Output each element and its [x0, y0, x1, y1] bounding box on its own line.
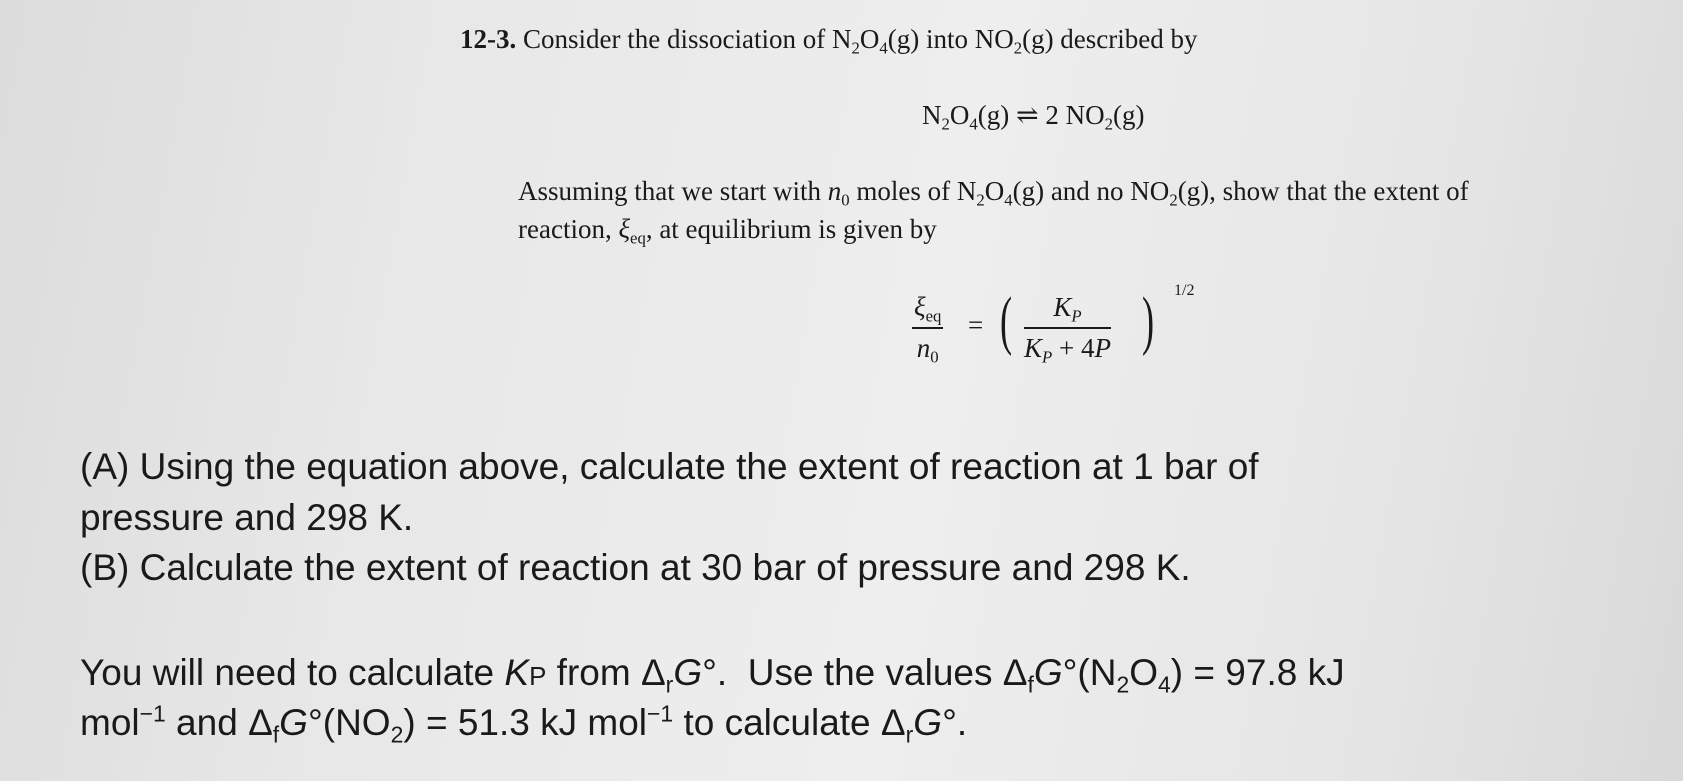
exponent: 1/2 [1174, 282, 1195, 299]
rhs-denominator: $K_P + 4P$ [1024, 332, 1111, 366]
lhs-numerator: $\xi_{eq}$ [914, 292, 942, 326]
question-b: (B) Calculate the extent of reaction at 30 bar of pressure and 298 K. [80, 547, 1191, 588]
reaction-equation: $N_2O_4(g)$ ⇌ 2 $NO_2(g)$ [922, 100, 1145, 134]
rhs-fraction [1024, 292, 1111, 364]
lhs-fraction [912, 292, 943, 364]
lhs-denominator: $n_0$ [916, 332, 939, 366]
hint-line-2: mol$^{-1}$ and $\Delta_fG^\circ(NO_2) = 51.3$ kJ mol$^{-1}$ to calculate $\Delta_rG^\circ$. [80, 700, 968, 748]
rhs-numerator: $K_P$ [1053, 292, 1082, 326]
problem-number: 12-3. [460, 24, 517, 54]
hint-line-1: You will need to calculate KP from $\Delta_rG^\circ$. Use the values $\Delta_fG^\circ(N_2O_4) = 97.8$ kJ [80, 652, 1345, 698]
problem-heading [460, 24, 1198, 58]
problem-intro: Consider the dissociation of $N_2O_4(g)$ into $NO_2(g)$ described by [523, 24, 1198, 58]
equals-sign: = [968, 310, 984, 340]
assumption-line-1: Assuming that we start with $n_0$ moles of $N_2O_4(g)$ and no $NO_2(g)$, show that the extent of [518, 176, 1469, 210]
question-a-line-1: (A) Using the equation above, calculate the extent of reaction at 1 bar of [80, 446, 1259, 487]
right-paren: ) [1142, 284, 1155, 357]
question-a-line-2: pressure and 298 K. [80, 497, 414, 538]
left-paren: ( [1000, 284, 1013, 357]
assumption-line-2: reaction, $\xi_{eq}$, at equilibrium is given by [518, 214, 937, 248]
